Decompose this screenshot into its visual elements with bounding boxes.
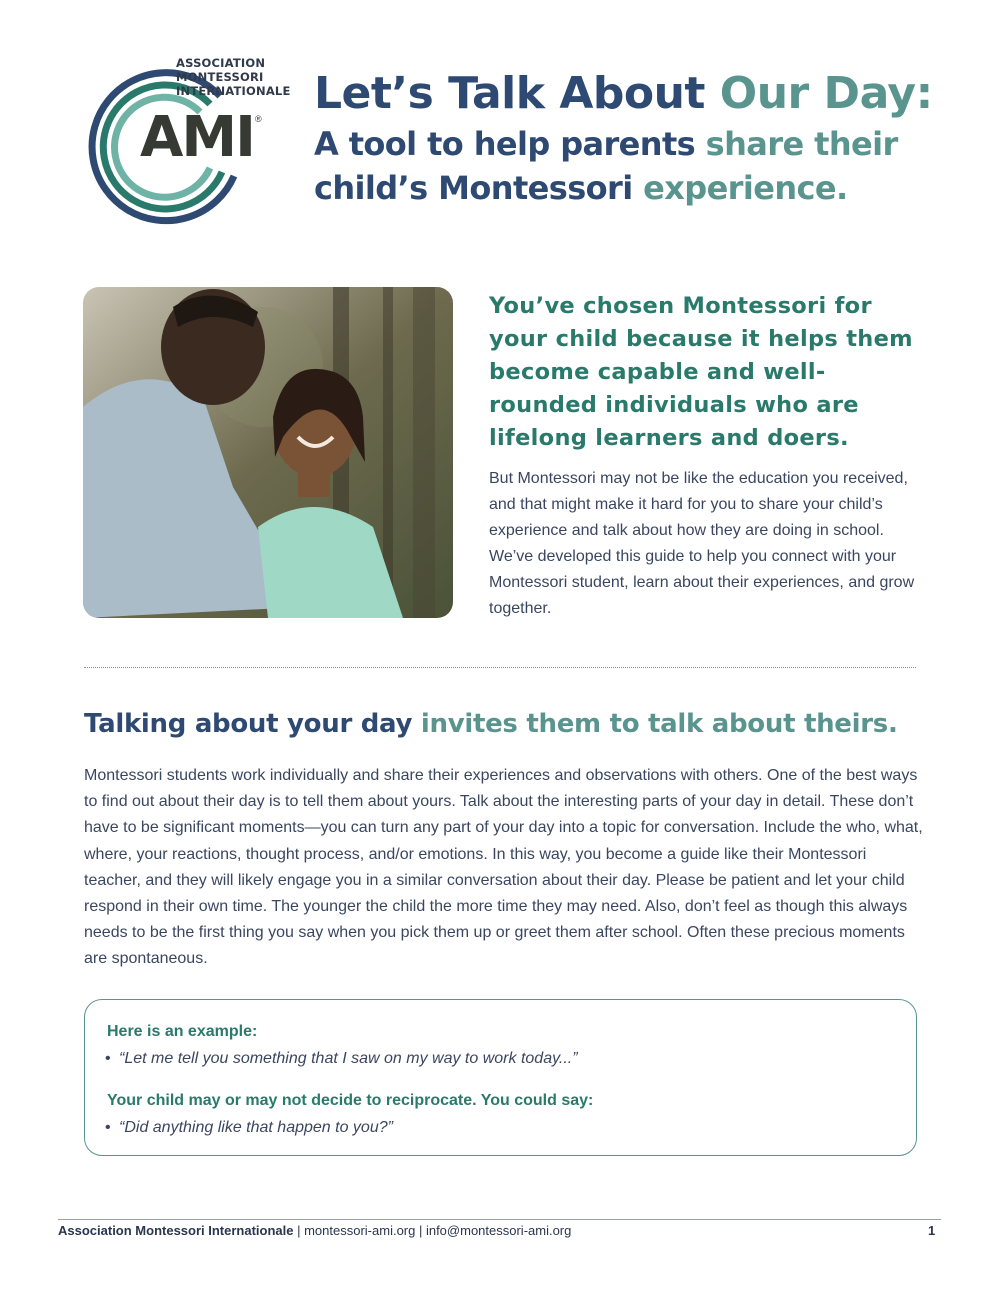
example-callout — [84, 999, 917, 1156]
intro-heading: You’ve chosen Montessori for your child because it helps them become capable and well-rounded individuals who are lifelong learners and doers. — [489, 293, 913, 451]
footer-rule — [58, 1219, 941, 1220]
photo-illustration — [83, 287, 453, 618]
reciprocate-label: Your child may or may not decide to reciprocate. You could say: — [107, 1092, 594, 1109]
intro-paragraph: But Montessori may not be like the education you received, and that might make it hard for you to share your child’s experience and talk about how they are doing in school. We’ve developed this guide to help you connect with your Montessori student, learn about their experiences, and grow together. — [489, 470, 915, 617]
title-line-3: child’s Montessori experience. — [314, 169, 848, 207]
logo-association-text: ASSOCIATION MONTESSORI INTERNATIONALE — [176, 56, 291, 98]
page-title — [314, 66, 954, 210]
example-label: Here is an example: — [107, 1023, 258, 1040]
title-line-2: A tool to help parents share their — [314, 125, 898, 163]
page-number: 1 — [928, 1223, 936, 1238]
reciprocate-quote: • “Did anything like that happen to you?” — [105, 1119, 393, 1136]
section-paragraph: Montessori students work individually and share their experiences and observations with others. One of the best ways to find out about their day is to tell them about yours. Talk about the interesting parts of your day in detail. These don’t have to be significant moments—you can turn any part of your day into a topic for conversation. Include the who, what, where, your reactions, thought process, and/or emotions. In this way, you become a guide like their Montessori teacher, and they will likely engage you in a similar conversation about their day. Please be patient and let your child respond in their own time. The younger the child the more time they may need. Also, don’t feel as though this always needs to be the first thing you say when you pick them up or greet them after school. Often these precious moments are spontaneous. — [84, 767, 923, 968]
registered-mark: ® — [255, 114, 262, 124]
example-quote: • “Let me tell you something that I saw on my way to work today...” — [105, 1050, 578, 1067]
title-line-1: Let’s Talk About Our Day: — [314, 68, 933, 119]
ami-logo — [82, 56, 291, 226]
logo-ami-wordmark: AMI — [140, 105, 254, 170]
footer-contact: Association Montessori Internationale | montessori-ami.org | info@montessori-ami.org — [58, 1223, 572, 1238]
parent-child-photo — [83, 287, 453, 618]
section-divider — [84, 667, 916, 668]
section-heading: Talking about your day invites them to talk about theirs. — [84, 709, 898, 739]
